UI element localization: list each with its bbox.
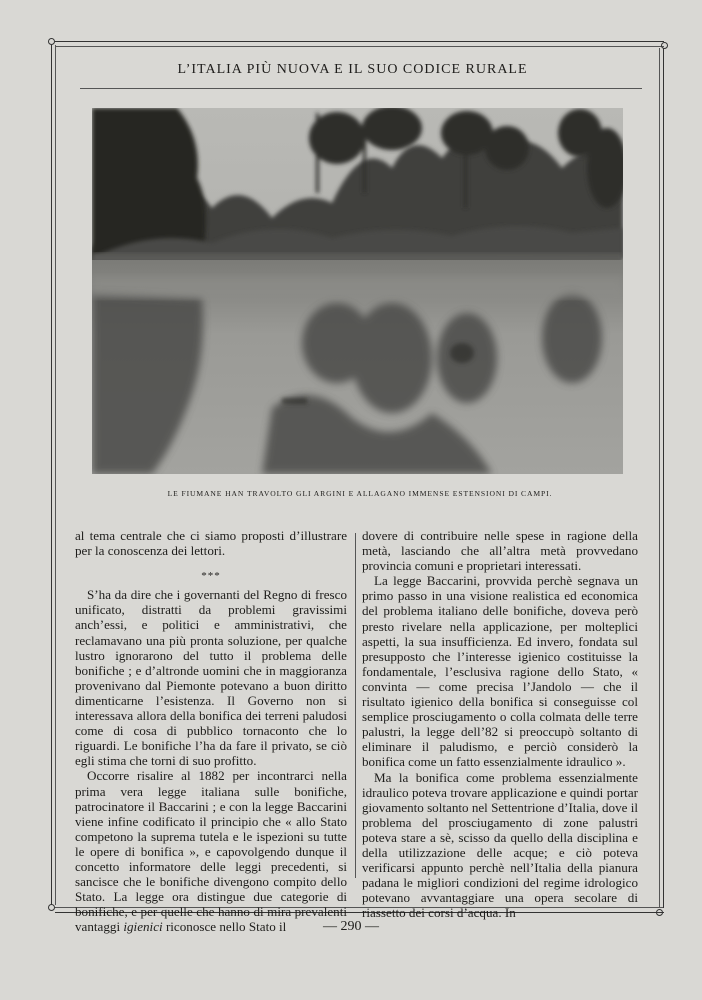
paragraph: al tema centrale che ci siamo proposti d’illustrare per la conoscenza dei lettori. [75, 528, 347, 559]
flooded-fields-photograph [92, 108, 623, 474]
frame-left-rule [51, 45, 56, 905]
right-text-column [362, 528, 638, 920]
frame-right-rule [659, 48, 664, 908]
paragraph: Occorre risalire al 1882 per incontrarci nella prima vera legge italiana sulle bonifiche, patrocinatore il Baccarini ; e con la legge Baccarini viene infine codificato il principio che « allo Stato competono la suprema tutela e le ispezioni su tutte le opere di bonifica », e capovolgendo dunque il concetto informatore delle leggi precedenti, si sancisce che le bonifiche divengono compito dello Stato. La legge ora distingue due categorie di bonifiche, e per quelle che hanno di mira prevalenti vantaggi igienici riconosce nello Stato il [75, 768, 347, 935]
italic-word: igienici [123, 919, 163, 935]
column-divider [355, 533, 356, 878]
frame-corner-ornament [661, 42, 668, 49]
paragraph: La legge Baccarini, provvida perchè segnava un primo passo in una visione realistica ed economica del problema italiano delle bonifiche, doveva però presto rivelare nella applicazione, per molteplici aspetti, la sua insufficienza. Ed invero, fondata sul presupposto che l’interesse igienico costituisse la fondamentale, l’esclusiva ragione dello Stato, « convinta — come precisa l’Jandolo — che il risultato igienico della bonifica si conseguisse col semplice prosciugamento o colla colmata delle terre palustri, la legge dell’82 si preoccupò soltanto di eliminare il paludismo, e perciò considerò la bonifica come un fatto essenzialmente idraulico ». [362, 573, 638, 770]
paragraph: Ma la bonifica come problema essenzialmente idraulico poteva trovare applicazione e quindi portar giovamento soltanto nel Settentrione d’Italia, dove il problema del prosciugamento di zone palustri poteva stare a sè, scisso da quello della disciplina e della utilizzazione delle acque; e ciò poteva verificarsi appunto perchè nell’Italia della pianura padana le migliori condizioni del regime idrologico potevano avvantaggiare una opera secolare di riassetto dei corsi d’acqua. In [362, 769, 638, 921]
section-separator: *** [201, 570, 221, 583]
left-text-column [75, 528, 347, 934]
page-number: — 290 — [323, 919, 379, 934]
frame-top-rule [55, 41, 664, 47]
frame-corner-ornament [656, 909, 663, 916]
running-title: L’ITALIA PIÙ NUOVA E IL SUO CODICE RURALE [177, 62, 528, 77]
header-rule [80, 88, 642, 89]
photo-caption: LE FIUMANE HAN TRAVOLTO GLI ARGINI E ALLAGANO IMMENSE ESTENSIONI DI CAMPI. [167, 489, 553, 498]
paragraph: dovere di contribuire nelle spese in ragione della metà, lasciando che all’altra metà provvedano provincia comuni e proprietari interessati. [362, 528, 638, 574]
frame-corner-ornament [48, 904, 55, 911]
frame-corner-ornament [48, 38, 55, 45]
paragraph: S’ha da dire che i governanti del Regno di fresco unificato, distratti da problemi gravissimi anch’essi, e politici e amministrativi, che reclamavano una più pronta soluzione, per qualche lustro ignorarono del tutto il problema delle bonifiche ; e d’altronde uomini che in maggioranza provenivano dal Piemonte potevano a buon diritto dimenticarne l’esistenza. Il Governo non si interessava allora della bonifica dei terreni paludosi come di cosa di pubblico tornaconto che lo riguardi. Le bonifiche l’ha da fare il privato, se ciò egli stima che torni di suo profitto. [75, 587, 347, 769]
